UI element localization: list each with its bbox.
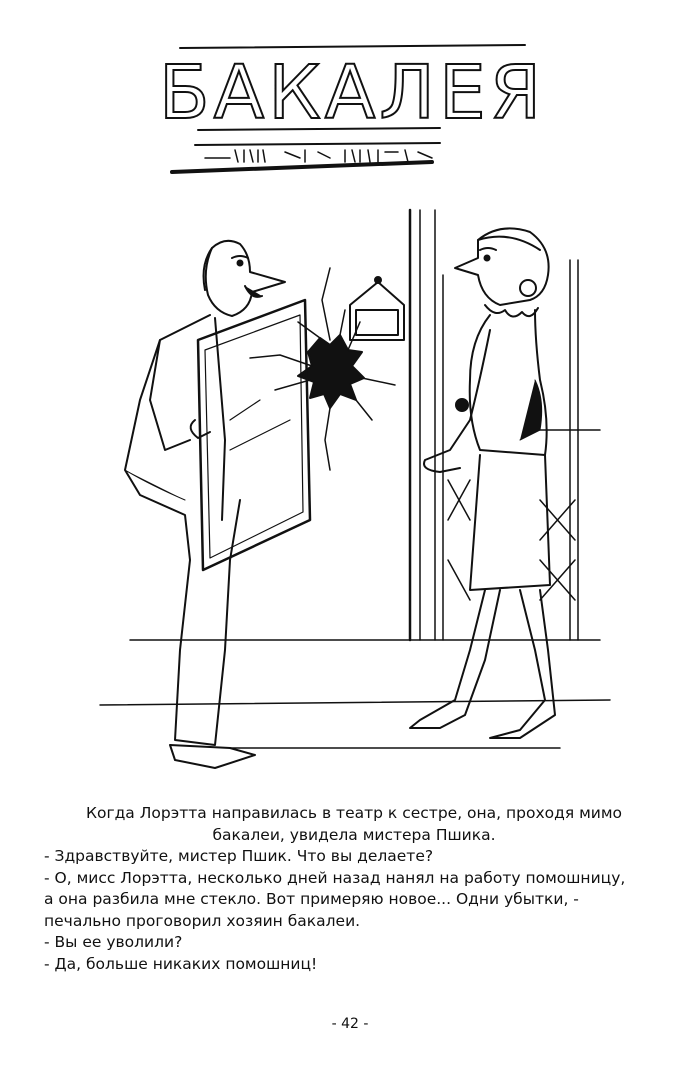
story-line: Когда Лорэтта направилась в театр к сестре, она, проходя мимо: [85, 804, 623, 822]
woman-figure: [410, 228, 555, 738]
story-line: печально проговорил хозяин бакалеи.: [44, 911, 361, 930]
story-line: - Вы ее уволили?: [44, 933, 183, 951]
story-line: - О, мисс Лорэтта, несколько дней назад нанял на работу помошницу,: [44, 868, 626, 887]
man-figure: [125, 241, 310, 768]
sign-title: БАКАЛЕЯ: [158, 50, 546, 136]
story-line: а она разбила мне стекло. Вот примеряю новое... Одни убытки, -: [44, 890, 579, 908]
broken-glass: [250, 268, 395, 470]
story-line: - Да, больше никаких помошниц!: [44, 954, 318, 973]
story-line: - Здравствуйте, мистер Пшик. Что вы делаете?: [44, 847, 434, 865]
story-line: бакалеи, увидела мистера Пшика.: [212, 825, 496, 844]
shop-window: [100, 210, 610, 748]
page-number: - 42 -: [331, 1016, 369, 1032]
story-text: [44, 803, 664, 975]
